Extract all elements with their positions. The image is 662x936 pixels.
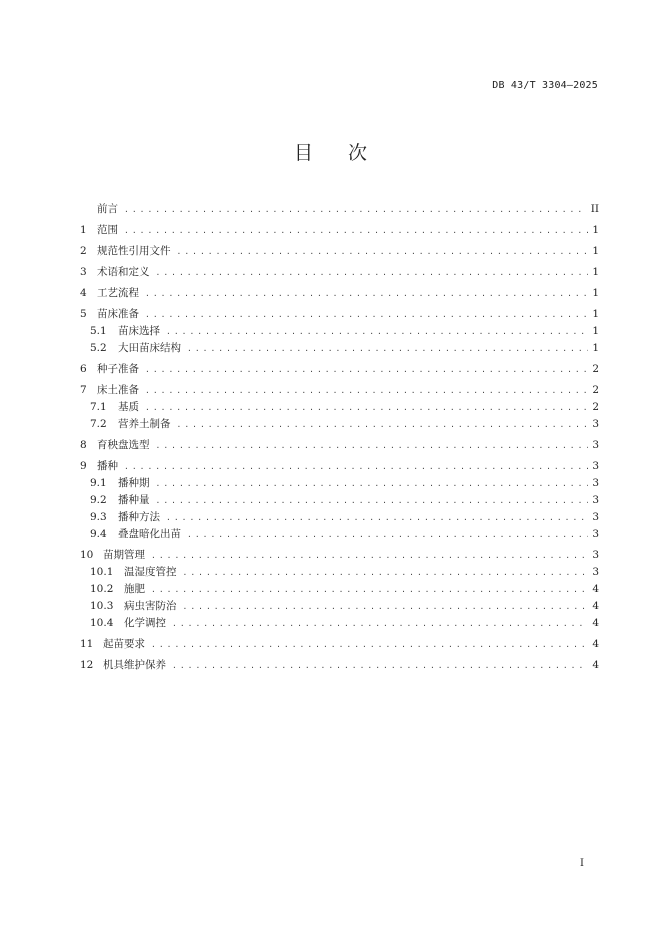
toc-entry-number: 9 xyxy=(80,460,87,472)
toc-entry-number: 2 xyxy=(80,245,87,257)
toc-heading-char-2: 次 xyxy=(348,142,369,164)
toc-entry-page: 3 xyxy=(592,439,599,451)
toc-entry-number: 10.2 xyxy=(90,583,114,595)
toc-leader-dots xyxy=(166,323,588,340)
toc-entry-label: 起苗要求 xyxy=(103,638,145,650)
toc-leader-dots xyxy=(151,581,588,598)
toc-entry-label: 规范性引用文件 xyxy=(97,245,171,257)
toc-entry-page: 1 xyxy=(592,342,599,354)
toc-leader-dots xyxy=(166,509,588,526)
toc-leader-dots xyxy=(151,547,588,564)
toc-leader-dots xyxy=(172,657,588,674)
toc-entry-label: 范围 xyxy=(97,224,118,236)
toc-entry-label: 播种期 xyxy=(118,477,150,489)
toc-leader-dots xyxy=(145,382,588,399)
toc-entry-page: II xyxy=(590,203,599,215)
toc-entry-page: 2 xyxy=(592,363,599,375)
toc-entry[interactable] xyxy=(80,201,599,218)
toc-entry-page: 3 xyxy=(592,566,599,578)
toc-entry-page: 1 xyxy=(592,308,599,320)
toc-entry-number: 10.4 xyxy=(90,617,114,629)
toc-subentry[interactable] xyxy=(80,492,599,509)
toc-leader-dots xyxy=(124,222,588,239)
toc-leader-dots xyxy=(124,458,588,475)
toc-entry-label: 播种方法 xyxy=(118,511,160,523)
toc-entry[interactable] xyxy=(80,264,599,281)
toc-entry-number: 7 xyxy=(80,384,87,396)
toc-entry-label: 育秧盘选型 xyxy=(97,439,150,451)
toc-entry-page: 1 xyxy=(592,245,599,257)
toc-entry-number: 10.3 xyxy=(90,600,114,612)
toc-entry-page: 3 xyxy=(592,511,599,523)
toc-subentry[interactable] xyxy=(80,564,599,581)
toc-heading-char-1: 目 xyxy=(293,142,314,164)
toc-leader-dots xyxy=(145,399,588,416)
toc-entry-page: 3 xyxy=(592,460,599,472)
toc-entry-label: 叠盘暗化出苗 xyxy=(118,528,181,540)
toc-subentry[interactable] xyxy=(80,323,599,340)
toc-entry-label: 苗床选择 xyxy=(118,325,160,337)
toc-entry-page: 3 xyxy=(592,494,599,506)
toc-entry-number: 9.1 xyxy=(90,477,107,489)
toc-entry-number: 10.1 xyxy=(90,566,114,578)
toc-entry-number: 7.2 xyxy=(90,418,107,430)
toc-leader-dots xyxy=(183,564,589,581)
toc-entry-label: 温湿度管控 xyxy=(124,566,177,578)
document-code: DB 43/T 3304—2025 xyxy=(492,80,598,91)
toc-entry-page: 4 xyxy=(592,638,599,650)
toc-entry-label: 前言 xyxy=(97,203,118,215)
toc-entry[interactable] xyxy=(80,458,599,475)
toc-entry[interactable] xyxy=(80,382,599,399)
toc-entry-number: 5 xyxy=(80,308,87,320)
toc-leader-dots xyxy=(183,598,589,615)
toc-subentry[interactable] xyxy=(80,598,599,615)
toc-entry-page: 2 xyxy=(592,384,599,396)
toc-entry-label: 大田苗床结构 xyxy=(118,342,181,354)
toc-entry-page: 1 xyxy=(592,287,599,299)
toc-entry[interactable] xyxy=(80,657,599,674)
toc-entry[interactable] xyxy=(80,636,599,653)
toc-heading xyxy=(0,138,662,165)
toc-entry-label: 病虫害防治 xyxy=(124,600,177,612)
toc-leader-dots xyxy=(156,475,589,492)
toc-entry-page: 3 xyxy=(592,528,599,540)
toc-leader-dots xyxy=(156,264,589,281)
toc-entry-number: 5.1 xyxy=(90,325,107,337)
toc-entry-page: 1 xyxy=(592,266,599,278)
toc-leader-dots xyxy=(187,526,588,543)
toc-leader-dots xyxy=(156,437,589,454)
toc-entry-label: 机具维护保养 xyxy=(103,659,166,671)
toc-entry-number: 11 xyxy=(80,638,94,650)
toc-entry-number: 6 xyxy=(80,363,87,375)
toc-leader-dots xyxy=(124,201,587,218)
toc-subentry[interactable] xyxy=(80,509,599,526)
toc-leader-dots xyxy=(156,492,589,509)
toc-leader-dots xyxy=(145,361,588,378)
toc-entry-number: 9.4 xyxy=(90,528,107,540)
toc-entry[interactable] xyxy=(80,437,599,454)
toc-entry-number: 3 xyxy=(80,266,87,278)
toc-entry-number: 9.2 xyxy=(90,494,107,506)
toc-subentry[interactable] xyxy=(80,416,599,433)
toc-entry-page: 4 xyxy=(592,659,599,671)
toc-entry[interactable] xyxy=(80,306,599,323)
toc-leader-dots xyxy=(145,306,588,323)
toc-entry-page: 3 xyxy=(592,477,599,489)
toc-entry-page: 4 xyxy=(592,617,599,629)
toc-subentry[interactable] xyxy=(80,615,599,632)
toc-entry-label: 施肥 xyxy=(124,583,145,595)
toc-entry-page: 3 xyxy=(592,549,599,561)
toc-subentry[interactable] xyxy=(80,399,599,416)
toc-entry-page: 1 xyxy=(592,325,599,337)
toc-subentry[interactable] xyxy=(80,475,599,492)
toc-entry-label: 种子准备 xyxy=(97,363,139,375)
toc-entry-number: 10 xyxy=(80,549,94,561)
toc-leader-dots xyxy=(187,340,588,357)
toc-entry-label: 工艺流程 xyxy=(97,287,139,299)
toc-entry[interactable] xyxy=(80,243,599,260)
toc-entry[interactable] xyxy=(80,547,599,564)
toc-entry-label: 苗期管理 xyxy=(103,549,145,561)
toc-entry-label: 播种量 xyxy=(118,494,150,506)
toc-subentry[interactable] xyxy=(80,526,599,543)
toc-entry-label: 术语和定义 xyxy=(97,266,150,278)
toc-leader-dots xyxy=(177,416,589,433)
toc-entry[interactable] xyxy=(80,285,599,302)
toc-entry-page: 1 xyxy=(592,224,599,236)
toc-leader-dots xyxy=(177,243,589,260)
toc-entry-number: 8 xyxy=(80,439,87,451)
toc-leader-dots xyxy=(172,615,588,632)
toc-subentry[interactable] xyxy=(80,581,599,598)
toc-entry-label: 苗床准备 xyxy=(97,308,139,320)
toc-leader-dots xyxy=(145,285,588,302)
toc-entry-label: 床土准备 xyxy=(97,384,139,396)
toc-entry-number: 5.2 xyxy=(90,342,107,354)
toc-entry-page: 4 xyxy=(592,583,599,595)
toc-entry-label: 化学调控 xyxy=(124,617,166,629)
toc-entry-number: 4 xyxy=(80,287,87,299)
toc-entry[interactable] xyxy=(80,361,599,378)
toc-entry-label: 基质 xyxy=(118,401,139,413)
toc-entry[interactable] xyxy=(80,222,599,239)
toc-entry-page: 3 xyxy=(592,418,599,430)
page-number: I xyxy=(580,858,584,869)
toc-entry-page: 4 xyxy=(592,600,599,612)
toc-entry-number: 12 xyxy=(80,659,94,671)
toc-leader-dots xyxy=(151,636,588,653)
toc-entry-page: 2 xyxy=(592,401,599,413)
toc-entry-number: 7.1 xyxy=(90,401,107,413)
toc-subentry[interactable] xyxy=(80,340,599,357)
table-of-contents xyxy=(80,201,599,674)
toc-entry-label: 播种 xyxy=(97,460,118,472)
toc-entry-number: 9.3 xyxy=(90,511,107,523)
toc-entry-number: 1 xyxy=(80,224,87,236)
toc-entry-label: 营养土制备 xyxy=(118,418,171,430)
